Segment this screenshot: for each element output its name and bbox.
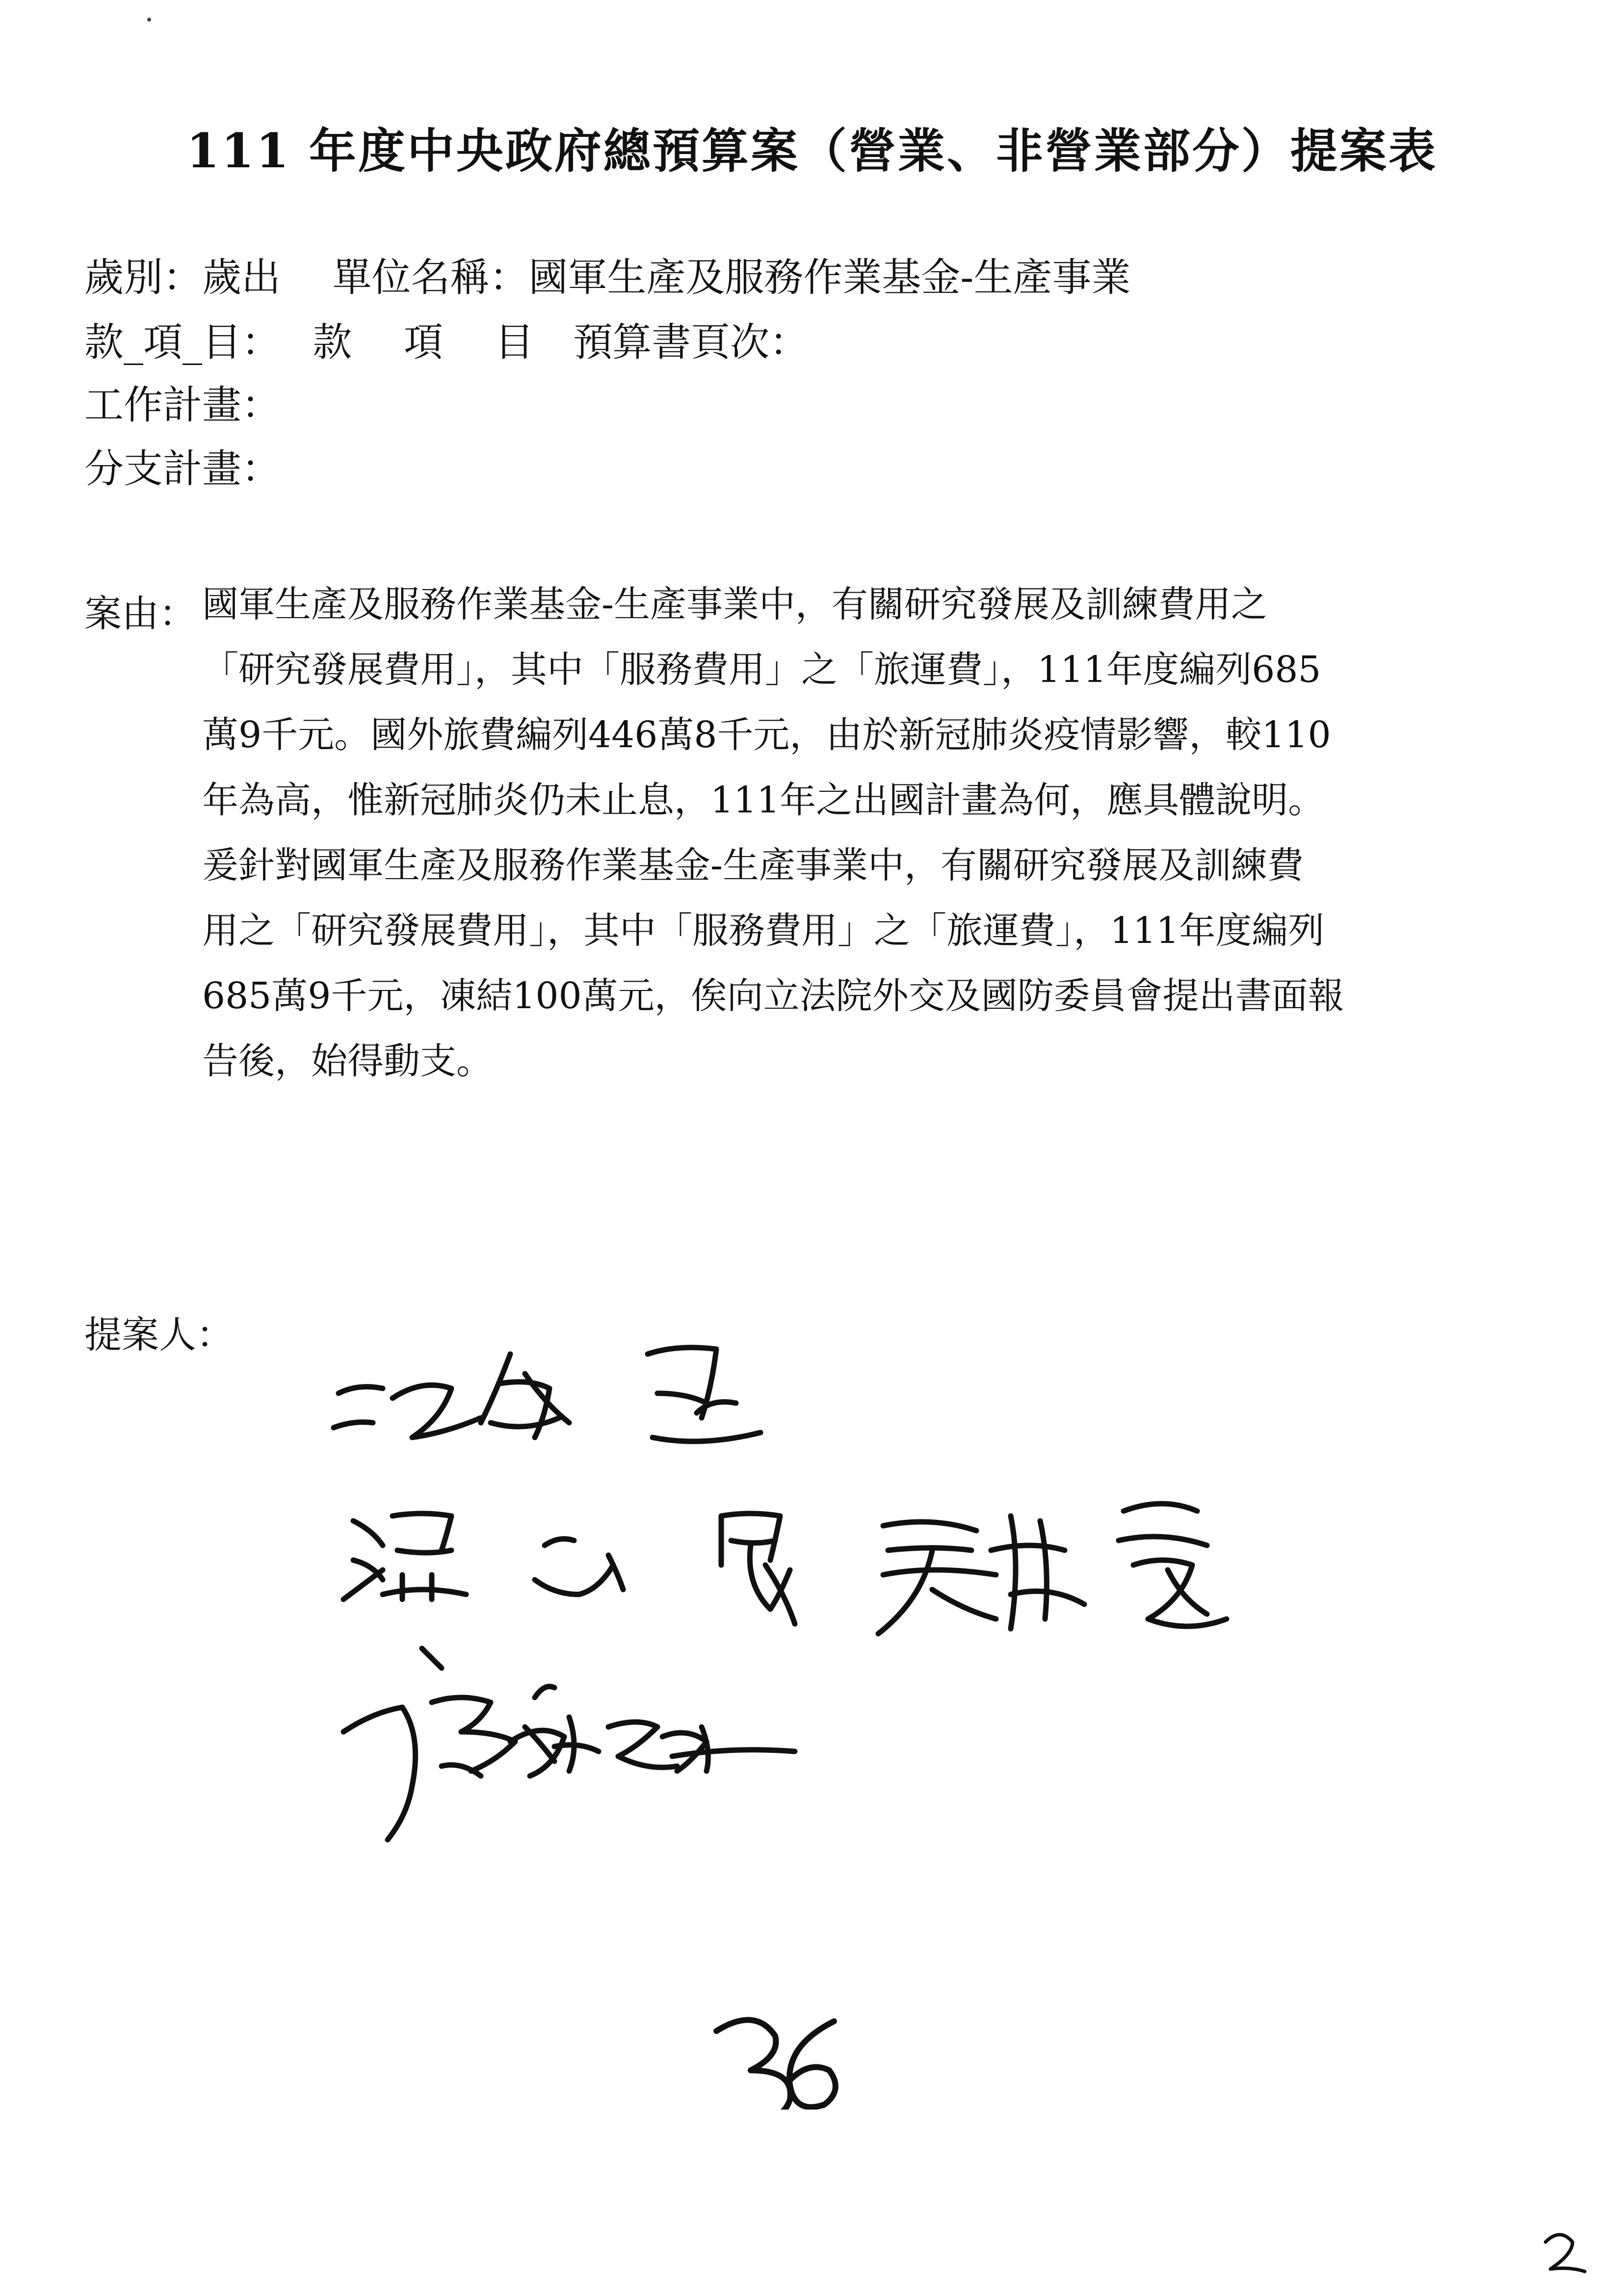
reason-line: 用之「研究發展費用」，其中「服務費用」之「旅運費」，111年度編列 <box>202 910 1325 952</box>
reason-line: 告後，始得動支。 <box>202 1040 493 1082</box>
reason-line: 萬9千元。國外旅費編列446萬8千元，由於新冠肺炎疫情影響，較110 <box>202 714 1331 756</box>
header-line-item: 款_項_目： 款 項 目 預算書頁次： <box>84 319 809 365</box>
proposer-label: 提案人： <box>84 1313 234 1357</box>
reason-line: 「研究發展費用」，其中「服務費用」之「旅運費」，111年度編列685 <box>202 649 1321 691</box>
page-number <box>697 2011 873 2110</box>
reason-line: 國軍生產及服務作業基金-生產事業中，有關研究發展及訓練費用之 <box>202 583 1268 626</box>
handwritten-signature-1 <box>334 1348 760 1441</box>
header-line-fiscal-unit: 歲別：歲出 單位名稱：國軍生產及服務作業基金-生產事業 <box>84 255 1131 300</box>
corner-mark <box>1536 2227 1595 2276</box>
header-line-work-plan: 工作計畫： <box>84 382 281 428</box>
header-line-sub-plan: 分支計畫： <box>84 446 281 492</box>
reason-line: 爰針對國軍生產及服務作業基金-生產事業中，有關研究發展及訓練費 <box>202 844 1304 887</box>
handwritten-signature-3 <box>343 1648 795 1840</box>
reason-line: 年為高，惟新冠肺炎仍未止息，111年之出國計畫為何，應具體說明。 <box>202 779 1325 821</box>
handwritten-signature-2 <box>343 1504 1227 1634</box>
reason-label: 案由： <box>84 592 196 635</box>
page-title: 111 年度中央政府總預算案（營業、非營業部分）提案表 <box>186 123 1438 179</box>
reason-line: 685萬9千元，凍結100萬元，俟向立法院外交及國防委員會提出書面報 <box>202 975 1344 1017</box>
